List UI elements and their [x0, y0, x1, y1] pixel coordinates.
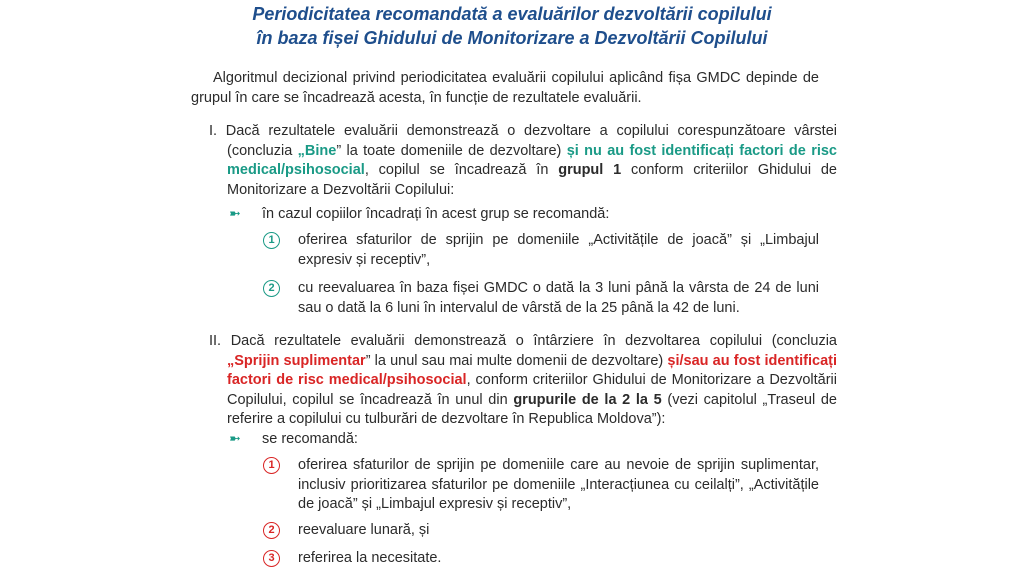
intro-paragraph: Algoritmul decizional privind periodicitatea evaluării copilului aplicând fișa GMDC depinde de grupul în care se încadrează acesta, în funcție de rezultatele evaluării.	[191, 70, 819, 106]
page-title-line-2: în baza fișei Ghidului de Monitorizare a Dezvoltării Copilului	[256, 28, 768, 48]
conclusion-sprijin: „Sprijin suplimentar	[227, 352, 366, 369]
group-1: grupul 1	[558, 162, 622, 178]
no-risk-factors: și nu au fost identificați factori de risc medical/psihosocial	[227, 142, 837, 178]
section-2-paragraph: II. Dacă rezultatele evaluării demonstrează o întârziere în dezvoltarea copilului (concluzia „Sprijin suplimentar” la unul sau mai multe domenii de dezvoltare) și/sau au fost identificați factori de risc medical/psihosocial, conform criteriilor Ghidului de Monitorizare a Dezvoltării Copilului, copilul se încadrează în unul din grupurile de la 2 la 5 (vezi capitolul „Traseul de referire a copilului cu tulburări de dezvoltare în Republica Moldova”):	[209, 333, 837, 427]
section-1-paragraph: I. Dacă rezultatele evaluării demonstrează o dezvoltare a copilului corespunzătoare vârstei (concluzia „Bine” la toate domeniile de dezvoltare) și nu au fost identificați factori de risc medical/psihosocial, copilul se încadrează în grupul 1 conform criteriilor Ghidului de Monitorizare a Dezvoltării Copilului:	[209, 123, 837, 198]
document-page: Periodicitatea recomandată a evaluărilor dezvoltării copilului în baza fișei Ghidului de Monitorizare a Dezvoltării Copilului Algoritmul decizional privind periodicitatea evaluării copilului aplicând fișa GMDC depinde de grupul în care se încadrează acesta, în funcție de rezultatele evaluării. I. Dacă rezultatele evaluării demonstrează o dezvoltare a copilului corespunzătoare vârstei (concluzia „Bine” la toate domeniile de dezvoltare) și nu au fost identificați factori de risc medical/psihosocial, copilul se încadrează în grupul 1 conform criteriilor Ghidului de Monitorizare a Dezvoltării Copilului: ➼ în cazul copiilor încadrați în acest grup se recomandă: 1 oferirea sfaturilor de sprijin pe domeniile „Activitățile de joacă” și „Limbajul expresiv și receptiv”, 2 cu reevaluarea în baza fișei GMDC o dată la 3 luni până la vârsta de 24 de luni sau o dată la 6 luni în intervalul de vârstă de la 25 până la 42 de luni. II. Dacă rezultatele evaluării demonstrează o întârziere în dezvoltarea copilului (concluzia „Sprijin suplimentar” la unul sau mai multe domenii de dezvoltare) și/sau au fost identificați factori de risc medical/psihosocial, conform criteriilor Ghidului de Monitorizare a Dezvoltării Copilului, copilul se încadrează în unul din grupurile de la 2 la 5 (vezi capitolul „Traseul de referire a copilului cu tulburări de dezvoltare în Republica Moldova”): ➼ se recomandă: 1 oferirea sfaturilor de sprijin pe domeniile care au nevoie de sprijin suplimentar, inclusiv prioritizarea sfaturilor pe domeniile „Interacțiunea cu ceilalți”, „Activitățile de joacă” și „Limbajul expresiv și receptiv”, 2 reevaluare lunară, și 3 referirea la necesitate.	[0, 0, 1024, 574]
arrow-bullet-icon: ➼	[229, 205, 241, 221]
arrow-bullet-icon: ➼	[229, 430, 241, 446]
number-3-icon: 3	[263, 550, 280, 567]
number-2-icon: 2	[263, 522, 280, 539]
conclusion-bine: „Bine	[297, 142, 337, 159]
number-2-icon: 2	[263, 280, 280, 297]
page-title-line-1: Periodicitatea recomandată a evaluărilor dezvoltării copilului	[252, 4, 772, 24]
groups-2-to-5: grupurile de la 2 la 5	[513, 391, 662, 408]
risk-factors-identified: și/sau au fost identificați factori de risc medical/psihosocial	[227, 352, 837, 388]
number-1-icon: 1	[263, 457, 280, 474]
number-1-icon: 1	[263, 232, 280, 249]
